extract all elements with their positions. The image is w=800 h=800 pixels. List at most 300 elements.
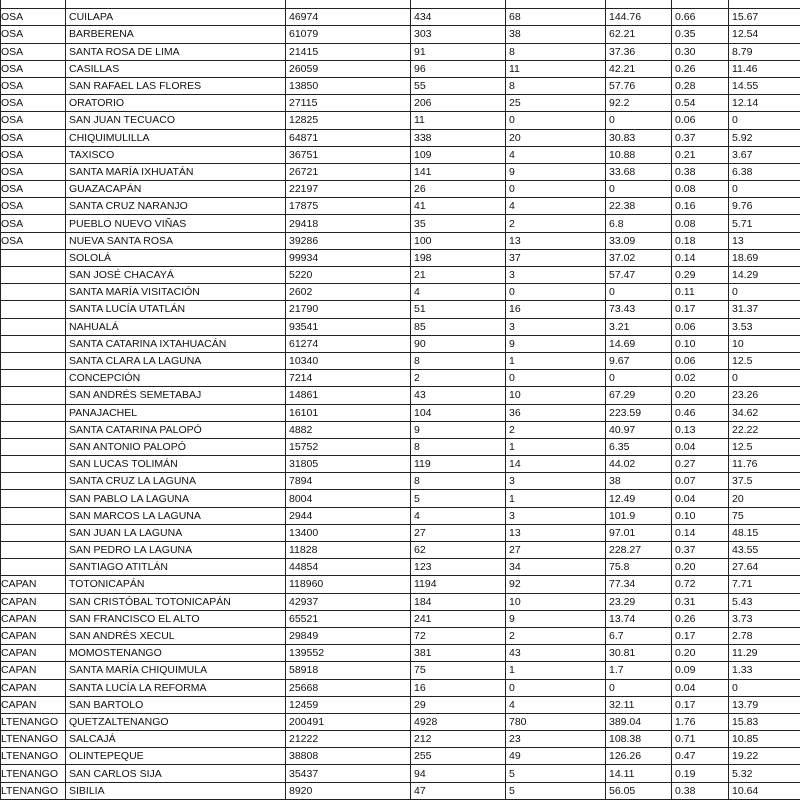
count-b-cell: 9 — [506, 335, 606, 352]
rate-a-cell: 223.59 — [606, 404, 672, 421]
population-cell: 99934 — [286, 249, 411, 266]
department-cell — [1, 301, 66, 318]
rate-b-cell: 0.20 — [672, 559, 729, 576]
department-cell: LTENANGO — [1, 765, 66, 782]
table-row — [1, 215, 800, 232]
rate-c-cell: 18.69 — [729, 249, 800, 266]
table-row — [1, 731, 800, 748]
department-cell: OSA — [1, 129, 66, 146]
rate-c-cell: 6.38 — [729, 163, 800, 180]
count-b-cell: 9 — [506, 610, 606, 627]
count-a-cell: 21 — [411, 267, 506, 284]
population-cell: 11828 — [286, 542, 411, 559]
table-row — [1, 77, 800, 94]
rate-c-cell: 22.22 — [729, 421, 800, 438]
population-cell: 17875 — [286, 198, 411, 215]
rate-b-cell: 0.10 — [672, 507, 729, 524]
table-row — [1, 645, 800, 662]
municipality-cell: SANTA MARÍA CHIQUIMULA — [66, 662, 286, 679]
table-row — [1, 421, 800, 438]
table-row — [1, 782, 800, 799]
table-row — [1, 284, 800, 301]
department-cell: OSA — [1, 77, 66, 94]
rate-c-cell: 19.22 — [729, 748, 800, 765]
department-cell — [1, 284, 66, 301]
municipality-cell: SALCAJÁ — [66, 731, 286, 748]
department-cell: LTENANGO — [1, 713, 66, 730]
population-cell: 46974 — [286, 9, 411, 26]
population-cell: 35437 — [286, 765, 411, 782]
table-row — [1, 0, 800, 9]
count-b-cell: 1 — [506, 352, 606, 369]
rate-a-cell: 57.47 — [606, 267, 672, 284]
rate-a-cell: 0 — [606, 679, 672, 696]
count-a-cell: 381 — [411, 645, 506, 662]
rate-c-cell: 3.53 — [729, 318, 800, 335]
department-cell: OSA — [1, 181, 66, 198]
department-cell — [1, 267, 66, 284]
count-a-cell: 104 — [411, 404, 506, 421]
count-a-cell: 100 — [411, 232, 506, 249]
count-b-cell: 4 — [506, 146, 606, 163]
municipality-cell: SANTA LUCÍA LA REFORMA — [66, 679, 286, 696]
table-row — [1, 129, 800, 146]
table-row — [1, 301, 800, 318]
department-cell: OSA — [1, 43, 66, 60]
municipality-cell: CASILLAS — [66, 60, 286, 77]
rate-b-cell: 0.71 — [672, 731, 729, 748]
department-cell — [1, 352, 66, 369]
rate-b-cell: 0.06 — [672, 352, 729, 369]
population-cell: 29418 — [286, 215, 411, 232]
count-b-cell: 2 — [506, 215, 606, 232]
rate-b-cell: 0.14 — [672, 249, 729, 266]
department-cell: OSA — [1, 146, 66, 163]
count-a-cell: 119 — [411, 456, 506, 473]
department-cell — [1, 438, 66, 455]
rate-c-cell: 3.67 — [729, 146, 800, 163]
population-cell: 16101 — [286, 404, 411, 421]
rate-c-cell: 0 — [729, 679, 800, 696]
rate-a-cell: 6.7 — [606, 627, 672, 644]
rate-c-cell: 20 — [729, 490, 800, 507]
rate-a-cell: 37.36 — [606, 43, 672, 60]
municipality-cell: SAN ANDRÉS XECUL — [66, 627, 286, 644]
rate-c-cell: 0 — [729, 181, 800, 198]
population-cell: 8004 — [286, 490, 411, 507]
rate-b-cell: 0.31 — [672, 593, 729, 610]
municipality-cell: TAXISCO — [66, 146, 286, 163]
population-cell: 118960 — [286, 576, 411, 593]
rate-a-cell: 3.21 — [606, 318, 672, 335]
count-b-cell: 0 — [506, 181, 606, 198]
rate-c-cell: 0 — [729, 284, 800, 301]
rate-a-cell: 56.05 — [606, 782, 672, 799]
count-a-cell: 72 — [411, 627, 506, 644]
municipality-cell: SANTA MARÍA VISITACIÓN — [66, 284, 286, 301]
department-cell: OSA — [1, 60, 66, 77]
count-b-cell: 0 — [506, 284, 606, 301]
rate-c-cell: 10.64 — [729, 782, 800, 799]
count-b-cell: 27 — [506, 542, 606, 559]
rate-c-cell: 12.54 — [729, 26, 800, 43]
table-row — [1, 387, 800, 404]
department-cell: CAPAN — [1, 610, 66, 627]
rate-c-cell: 1.33 — [729, 662, 800, 679]
table-row — [1, 370, 800, 387]
count-b-cell: 5 — [506, 765, 606, 782]
rate-c-cell: 5.43 — [729, 593, 800, 610]
municipality-cell: SAN CRISTÓBAL TOTONICAPÁN — [66, 593, 286, 610]
population-cell: 44854 — [286, 559, 411, 576]
department-cell — [1, 559, 66, 576]
rate-a-cell: 42.21 — [606, 60, 672, 77]
rate-c-cell: 11.46 — [729, 60, 800, 77]
count-b-cell: 2 — [506, 627, 606, 644]
department-cell — [1, 490, 66, 507]
municipality-cell: SANTA CATARINA PALOPÓ — [66, 421, 286, 438]
rate-c-cell: 2.78 — [729, 627, 800, 644]
department-cell: OSA — [1, 232, 66, 249]
rate-a-cell: 14.69 — [606, 335, 672, 352]
count-b-cell: 5 — [506, 782, 606, 799]
count-b-cell: 20 — [506, 129, 606, 146]
count-a-cell: 109 — [411, 146, 506, 163]
rate-a-cell: 6.35 — [606, 438, 672, 455]
table-row — [1, 267, 800, 284]
rate-b-cell: 0.19 — [672, 765, 729, 782]
rate-c-cell: 5.32 — [729, 765, 800, 782]
population-cell: 139552 — [286, 645, 411, 662]
rate-c-cell: 11.76 — [729, 456, 800, 473]
population-cell: 42937 — [286, 593, 411, 610]
table-row — [1, 181, 800, 198]
table-row — [1, 9, 800, 26]
municipality-cell: CHIQUIMULILLA — [66, 129, 286, 146]
count-a-cell: 2 — [411, 370, 506, 387]
rate-a-cell: 38 — [606, 473, 672, 490]
municipality-cell: CONCEPCIÓN — [66, 370, 286, 387]
rate-a-cell: 389.04 — [606, 713, 672, 730]
department-cell — [1, 249, 66, 266]
rate-a-cell: 0 — [606, 370, 672, 387]
count-a-cell — [411, 0, 506, 9]
count-b-cell: 4 — [506, 198, 606, 215]
rate-a-cell: 32.11 — [606, 696, 672, 713]
table-row — [1, 146, 800, 163]
rate-c-cell: 31.37 — [729, 301, 800, 318]
rate-b-cell: 0.28 — [672, 77, 729, 94]
rate-a-cell: 33.68 — [606, 163, 672, 180]
rate-c-cell: 14.29 — [729, 267, 800, 284]
rate-a-cell: 0 — [606, 181, 672, 198]
department-cell — [1, 404, 66, 421]
population-cell: 7894 — [286, 473, 411, 490]
rate-b-cell: 0.17 — [672, 627, 729, 644]
count-a-cell: 41 — [411, 198, 506, 215]
department-cell: OSA — [1, 95, 66, 112]
municipality-cell: SAN JUAN LA LAGUNA — [66, 524, 286, 541]
rate-a-cell: 44.02 — [606, 456, 672, 473]
population-cell: 10340 — [286, 352, 411, 369]
population-cell: 58918 — [286, 662, 411, 679]
count-b-cell: 10 — [506, 387, 606, 404]
population-cell: 22197 — [286, 181, 411, 198]
rate-a-cell: 33.09 — [606, 232, 672, 249]
rate-b-cell: 0.35 — [672, 26, 729, 43]
municipality-cell: SAN ANTONIO PALOPÓ — [66, 438, 286, 455]
population-cell: 61274 — [286, 335, 411, 352]
table-row — [1, 95, 800, 112]
population-cell: 21222 — [286, 731, 411, 748]
population-cell: 200491 — [286, 713, 411, 730]
table-row — [1, 198, 800, 215]
rate-c-cell: 13 — [729, 232, 800, 249]
count-b-cell: 8 — [506, 43, 606, 60]
count-a-cell: 35 — [411, 215, 506, 232]
department-cell — [1, 473, 66, 490]
population-cell: 2602 — [286, 284, 411, 301]
population-cell: 39286 — [286, 232, 411, 249]
count-a-cell: 9 — [411, 421, 506, 438]
count-a-cell: 47 — [411, 782, 506, 799]
count-b-cell: 3 — [506, 318, 606, 335]
rate-b-cell: 0.27 — [672, 456, 729, 473]
population-cell: 12825 — [286, 112, 411, 129]
rate-c-cell: 27.64 — [729, 559, 800, 576]
department-cell: CAPAN — [1, 662, 66, 679]
count-a-cell: 1194 — [411, 576, 506, 593]
count-a-cell: 96 — [411, 60, 506, 77]
table-row — [1, 404, 800, 421]
rate-a-cell: 101.9 — [606, 507, 672, 524]
rate-b-cell: 0.04 — [672, 679, 729, 696]
count-a-cell: 51 — [411, 301, 506, 318]
rate-a-cell: 13.74 — [606, 610, 672, 627]
count-a-cell: 8 — [411, 352, 506, 369]
rate-b-cell: 0.38 — [672, 163, 729, 180]
municipality-cell: NUEVA SANTA ROSA — [66, 232, 286, 249]
table-body — [1, 0, 800, 799]
rate-a-cell: 77.34 — [606, 576, 672, 593]
count-b-cell: 10 — [506, 593, 606, 610]
rate-b-cell: 0.04 — [672, 438, 729, 455]
municipality-cell: NAHUALÁ — [66, 318, 286, 335]
table-row — [1, 473, 800, 490]
rate-c-cell: 10 — [729, 335, 800, 352]
rate-a-cell: 22.38 — [606, 198, 672, 215]
rate-c-cell: 13.79 — [729, 696, 800, 713]
department-cell: LTENANGO — [1, 782, 66, 799]
count-b-cell: 780 — [506, 713, 606, 730]
rate-b-cell: 0.20 — [672, 645, 729, 662]
municipality-cell — [66, 0, 286, 9]
population-cell: 29849 — [286, 627, 411, 644]
count-b-cell: 16 — [506, 301, 606, 318]
population-cell: 14861 — [286, 387, 411, 404]
department-cell: CAPAN — [1, 645, 66, 662]
rate-b-cell: 0.20 — [672, 387, 729, 404]
municipality-cell: SOLOLÁ — [66, 249, 286, 266]
count-a-cell: 4928 — [411, 713, 506, 730]
count-a-cell: 8 — [411, 473, 506, 490]
department-cell: OSA — [1, 9, 66, 26]
rate-a-cell: 62.21 — [606, 26, 672, 43]
rate-b-cell: 0.16 — [672, 198, 729, 215]
rate-c-cell: 9.76 — [729, 198, 800, 215]
table-row — [1, 163, 800, 180]
count-b-cell: 1 — [506, 490, 606, 507]
municipality-cell: SAN JOSÉ CHACAYÁ — [66, 267, 286, 284]
rate-b-cell: 0.07 — [672, 473, 729, 490]
department-cell — [1, 387, 66, 404]
count-a-cell: 26 — [411, 181, 506, 198]
rate-b-cell: 0.46 — [672, 404, 729, 421]
table-row — [1, 43, 800, 60]
rate-b-cell: 0.17 — [672, 301, 729, 318]
rate-a-cell: 30.81 — [606, 645, 672, 662]
count-b-cell: 11 — [506, 60, 606, 77]
table-row — [1, 610, 800, 627]
table-row — [1, 60, 800, 77]
table-row — [1, 352, 800, 369]
count-b-cell: 0 — [506, 112, 606, 129]
table-row — [1, 559, 800, 576]
population-cell: 93541 — [286, 318, 411, 335]
count-a-cell: 27 — [411, 524, 506, 541]
table-row — [1, 576, 800, 593]
count-a-cell: 8 — [411, 438, 506, 455]
table-row — [1, 696, 800, 713]
rate-a-cell: 144.76 — [606, 9, 672, 26]
population-cell: 38808 — [286, 748, 411, 765]
count-b-cell: 3 — [506, 267, 606, 284]
rate-b-cell: 0.08 — [672, 181, 729, 198]
count-b-cell: 2 — [506, 421, 606, 438]
count-a-cell: 91 — [411, 43, 506, 60]
municipality-cell: SIBILIA — [66, 782, 286, 799]
count-a-cell: 43 — [411, 387, 506, 404]
population-cell: 26059 — [286, 60, 411, 77]
population-cell: 2944 — [286, 507, 411, 524]
rate-b-cell: 0.26 — [672, 610, 729, 627]
rate-b-cell: 0.29 — [672, 267, 729, 284]
municipality-cell: SAN FRANCISCO EL ALTO — [66, 610, 286, 627]
count-a-cell: 16 — [411, 679, 506, 696]
rate-a-cell: 73.43 — [606, 301, 672, 318]
rate-a-cell: 12.49 — [606, 490, 672, 507]
rate-b-cell: 0.06 — [672, 112, 729, 129]
table-row — [1, 112, 800, 129]
count-a-cell: 75 — [411, 662, 506, 679]
department-cell: CAPAN — [1, 576, 66, 593]
rate-c-cell: 15.67 — [729, 9, 800, 26]
rate-a-cell: 92.2 — [606, 95, 672, 112]
municipality-cell: SANTIAGO ATITLÁN — [66, 559, 286, 576]
count-b-cell: 0 — [506, 679, 606, 696]
rate-b-cell: 0.18 — [672, 232, 729, 249]
rate-c-cell: 43.55 — [729, 542, 800, 559]
table-row — [1, 490, 800, 507]
department-cell: LTENANGO — [1, 748, 66, 765]
municipality-cell: ORATORIO — [66, 95, 286, 112]
rate-c-cell: 0 — [729, 370, 800, 387]
rate-a-cell — [606, 0, 672, 9]
rate-a-cell: 228.27 — [606, 542, 672, 559]
count-b-cell — [506, 0, 606, 9]
table-row — [1, 507, 800, 524]
table-row — [1, 438, 800, 455]
rate-c-cell: 23.26 — [729, 387, 800, 404]
rate-c-cell: 7.71 — [729, 576, 800, 593]
rate-b-cell: 0.26 — [672, 60, 729, 77]
count-b-cell: 49 — [506, 748, 606, 765]
rate-c-cell: 5.92 — [729, 129, 800, 146]
table-row — [1, 26, 800, 43]
count-a-cell: 4 — [411, 507, 506, 524]
table-row — [1, 713, 800, 730]
population-cell: 36751 — [286, 146, 411, 163]
rate-c-cell: 8.79 — [729, 43, 800, 60]
count-a-cell: 241 — [411, 610, 506, 627]
count-a-cell: 206 — [411, 95, 506, 112]
count-a-cell: 338 — [411, 129, 506, 146]
rate-c-cell: 5.71 — [729, 215, 800, 232]
count-b-cell: 0 — [506, 370, 606, 387]
population-cell: 4882 — [286, 421, 411, 438]
population-cell: 27115 — [286, 95, 411, 112]
rate-c-cell: 11.29 — [729, 645, 800, 662]
rate-b-cell: 0.08 — [672, 215, 729, 232]
municipality-cell: SANTA CRUZ NARANJO — [66, 198, 286, 215]
rate-c-cell: 75 — [729, 507, 800, 524]
department-cell: OSA — [1, 215, 66, 232]
rate-a-cell: 6.8 — [606, 215, 672, 232]
rate-b-cell: 0.54 — [672, 95, 729, 112]
count-a-cell: 141 — [411, 163, 506, 180]
municipality-cell: SANTA MARÍA IXHUATÁN — [66, 163, 286, 180]
rate-a-cell: 1.7 — [606, 662, 672, 679]
rate-a-cell: 126.26 — [606, 748, 672, 765]
rate-b-cell: 0.37 — [672, 129, 729, 146]
table-row — [1, 748, 800, 765]
municipality-cell: SAN BARTOLO — [66, 696, 286, 713]
department-cell: OSA — [1, 26, 66, 43]
rate-b-cell: 0.09 — [672, 662, 729, 679]
count-a-cell: 5 — [411, 490, 506, 507]
population-cell: 5220 — [286, 267, 411, 284]
municipality-cell: SANTA CATARINA IXTAHUACÁN — [66, 335, 286, 352]
municipality-cell: TOTONICAPÁN — [66, 576, 286, 593]
department-cell — [1, 318, 66, 335]
population-cell: 7214 — [286, 370, 411, 387]
rate-a-cell: 0 — [606, 112, 672, 129]
table-row — [1, 249, 800, 266]
table-row — [1, 627, 800, 644]
table-row — [1, 232, 800, 249]
municipality-cell: GUAZACAPÁN — [66, 181, 286, 198]
population-cell: 13850 — [286, 77, 411, 94]
municipality-cell: SAN ANDRÉS SEMETABAJ — [66, 387, 286, 404]
department-cell — [1, 0, 66, 9]
rate-c-cell: 12.14 — [729, 95, 800, 112]
rate-b-cell: 0.66 — [672, 9, 729, 26]
department-cell: CAPAN — [1, 627, 66, 644]
rate-c-cell — [729, 0, 800, 9]
rate-c-cell: 3.73 — [729, 610, 800, 627]
municipality-cell: PANAJACHEL — [66, 404, 286, 421]
department-cell: OSA — [1, 112, 66, 129]
